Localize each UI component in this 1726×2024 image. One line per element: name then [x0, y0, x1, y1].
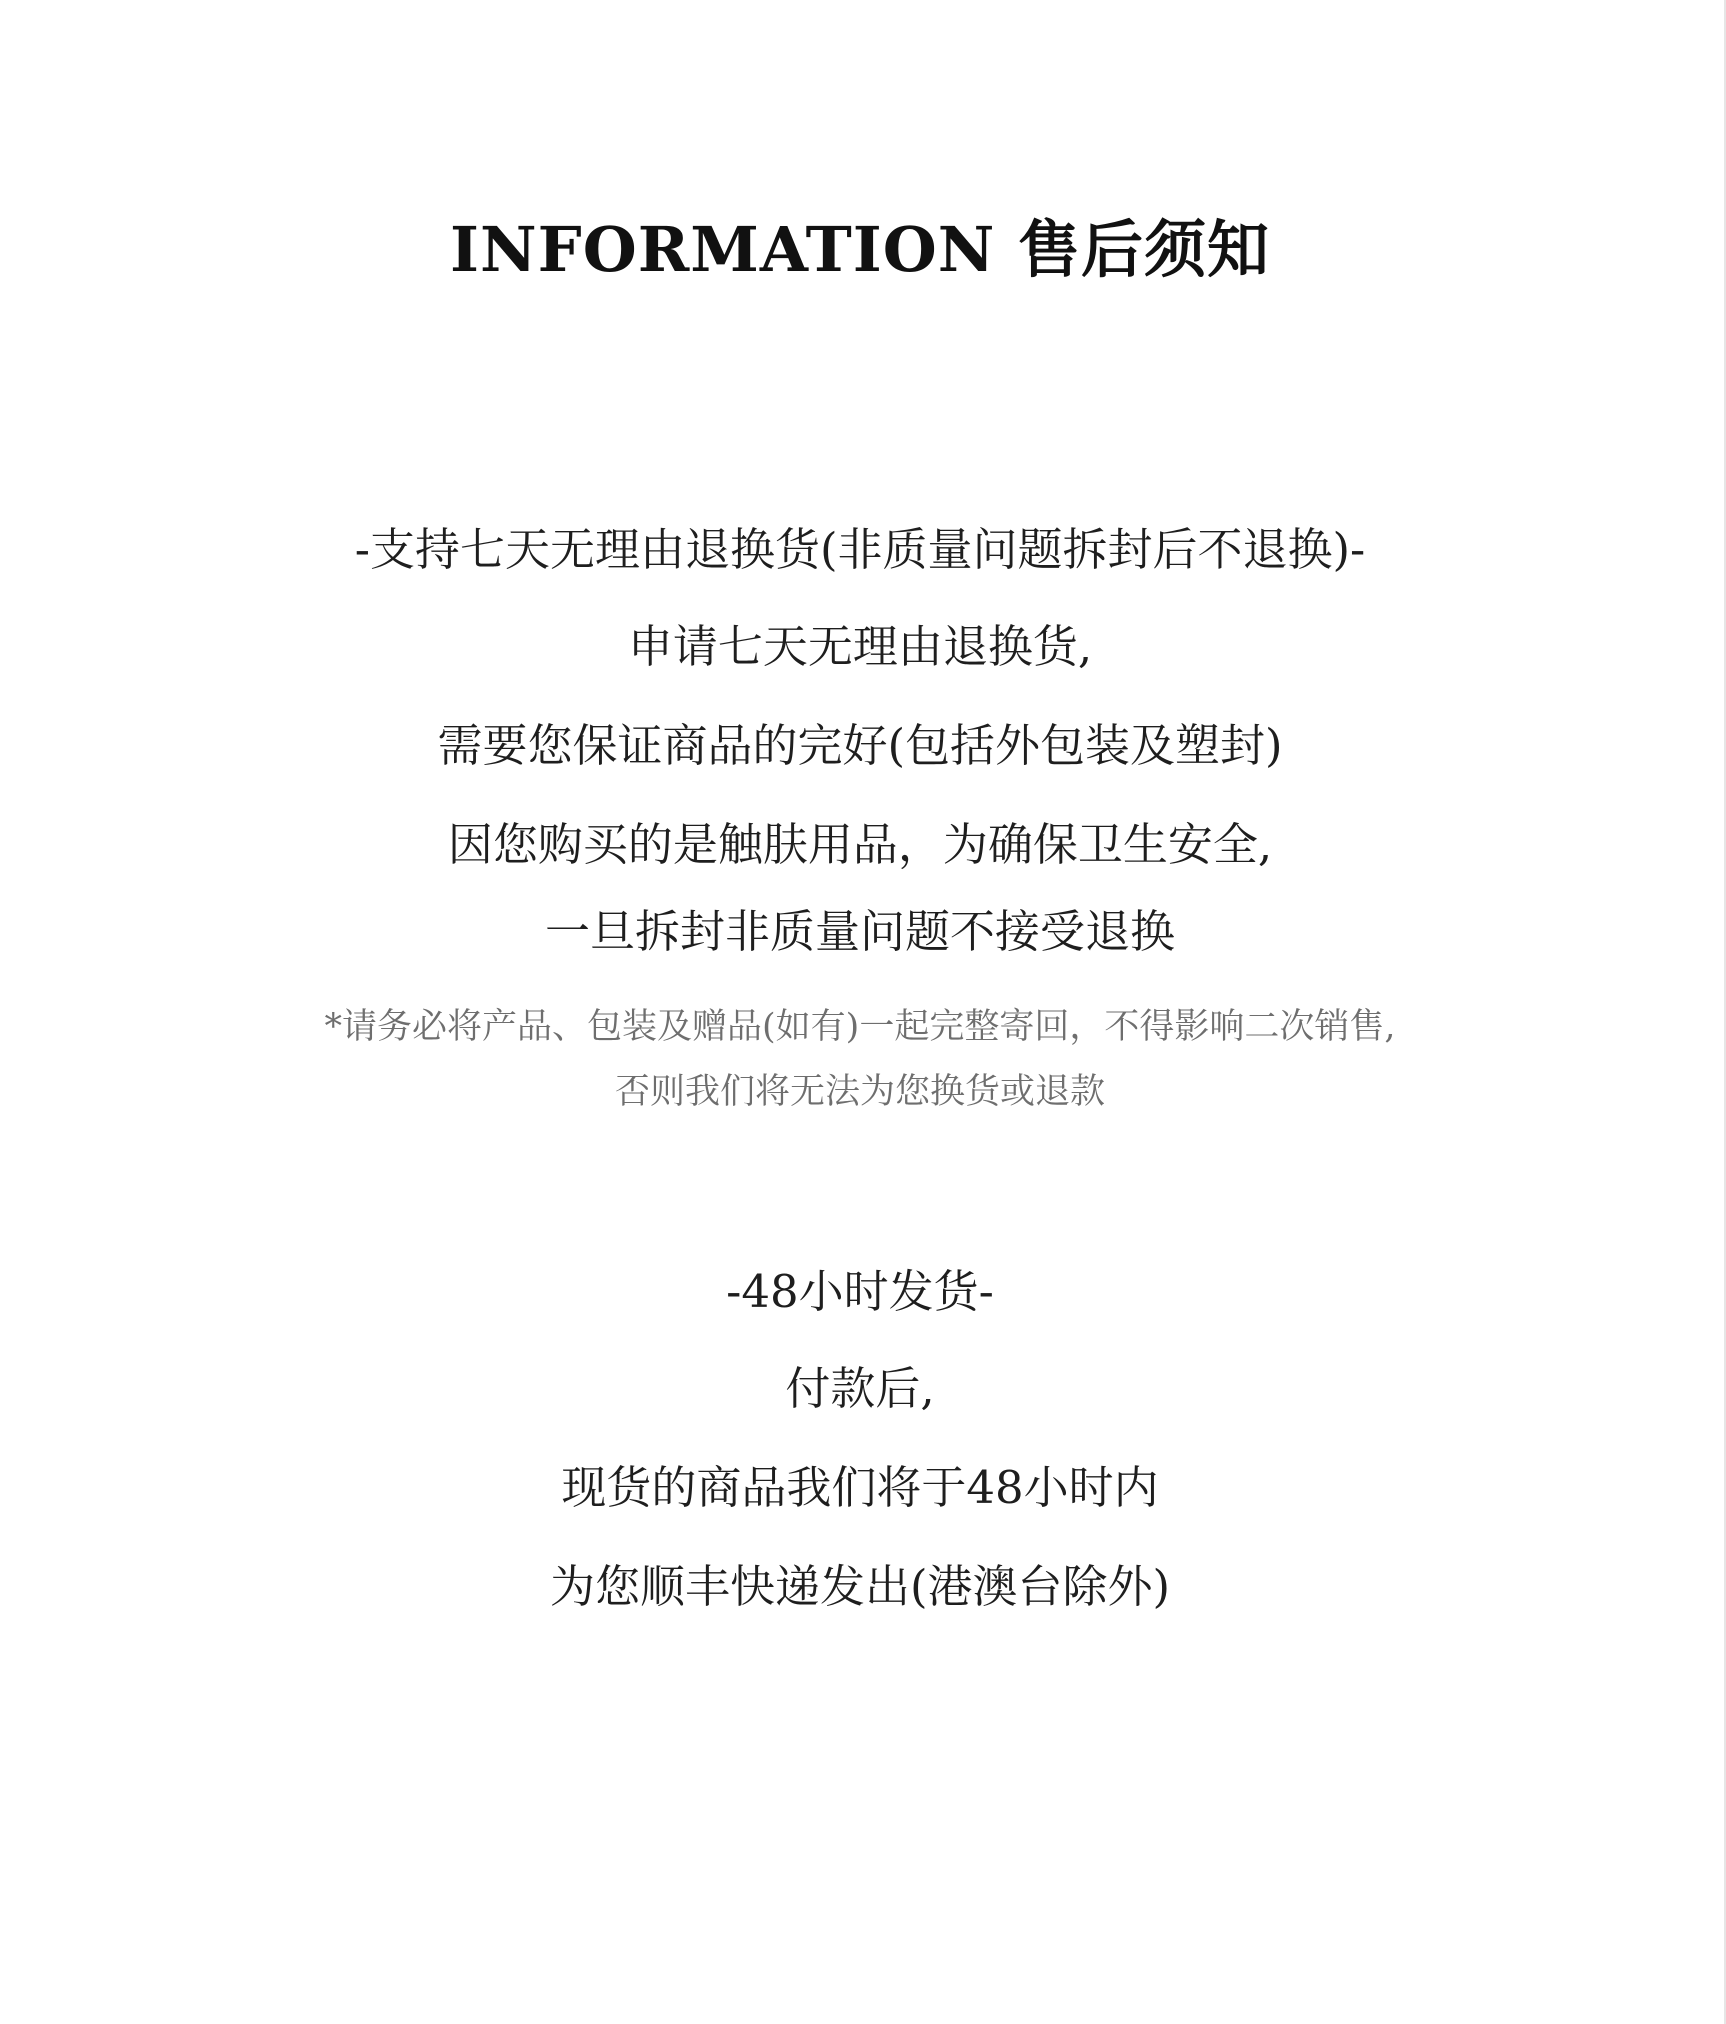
shipping-line-1: 付款后,: [785, 1362, 935, 1415]
returns-note-2: 否则我们将无法为您换货或退款: [614, 1072, 1105, 1112]
returns-line-4: 一旦拆封非质量问题不接受退换: [544, 905, 1175, 958]
returns-heading: -支持七天无理由退换货(非质量问题拆封后不退换)-: [354, 523, 1366, 576]
returns-line-2: 需要您保证商品的完好(包括外包装及塑封): [437, 719, 1283, 772]
returns-line-1: 申请七天无理由退换货,: [627, 620, 1093, 673]
returns-line-3: 因您购买的是触肤用品，为确保卫生安全,: [447, 818, 1273, 871]
shipping-heading: -48小时发货-: [726, 1265, 994, 1318]
returns-note-1: *请务必将产品、包装及赠品(如有)一起完整寄回，不得影响二次销售,: [324, 1007, 1396, 1047]
shipping-line-2: 现货的商品我们将于48小时内: [561, 1461, 1159, 1514]
page-title: INFORMATION 售后须知: [450, 213, 1270, 286]
shipping-line-3: 为您顺丰快递发出(港澳台除外): [549, 1560, 1171, 1613]
